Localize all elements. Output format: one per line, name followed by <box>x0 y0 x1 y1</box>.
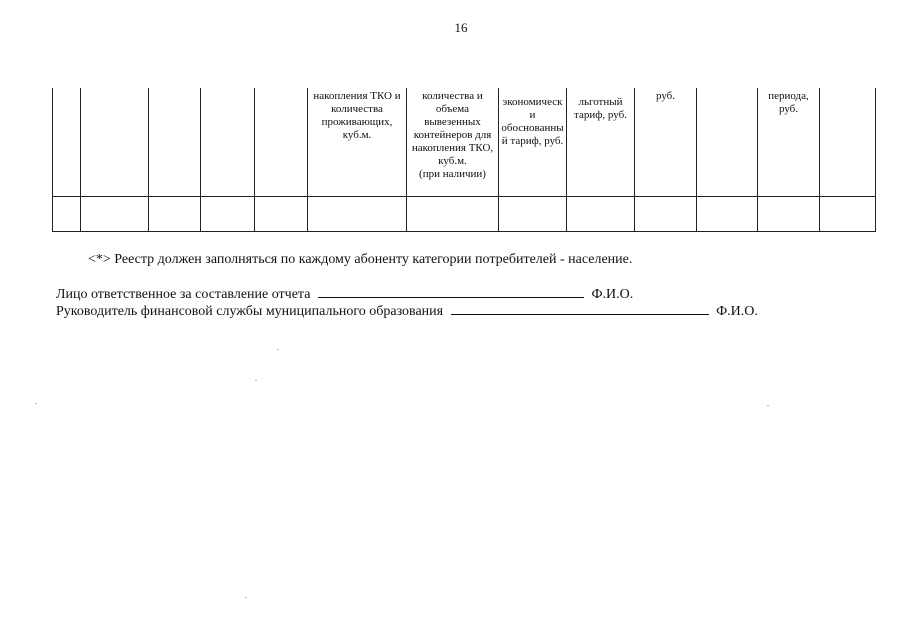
header-cell-5 <box>255 88 308 197</box>
scan-speck <box>245 597 247 598</box>
scan-speck <box>767 405 769 406</box>
responsible-person-line <box>56 285 633 303</box>
page-number: 16 <box>454 20 468 35</box>
responsible-person-label: Лицо ответственное за составление отчета <box>56 287 311 302</box>
header-cell-1 <box>53 88 81 197</box>
table-cell <box>81 197 149 232</box>
fio-label: Ф.И.О. <box>591 287 634 302</box>
table-cell <box>758 197 820 232</box>
header-cell-11 <box>697 88 758 197</box>
table-cell <box>201 197 255 232</box>
header-cell-rub: руб. <box>635 88 697 197</box>
table-cell <box>697 197 758 232</box>
signature-blank <box>318 285 584 298</box>
finance-head-line <box>56 302 758 320</box>
table-cell <box>255 197 308 232</box>
header-cell-accumulation-residents: накопления ТКО и количества проживающих, куб.м. <box>308 88 407 197</box>
scan-speck <box>255 380 257 381</box>
table-header-row <box>53 88 876 197</box>
header-cell-preferential-tariff: льготный тариф, руб. <box>567 88 635 197</box>
table-cell <box>499 197 567 232</box>
table-row <box>53 197 876 232</box>
register-table <box>52 88 876 232</box>
table-cell <box>308 197 407 232</box>
table-cell <box>635 197 697 232</box>
table-cell <box>407 197 499 232</box>
table-cell <box>820 197 876 232</box>
header-cell-4 <box>201 88 255 197</box>
scan-speck <box>277 349 279 350</box>
table-cell <box>149 197 201 232</box>
header-cell-2 <box>81 88 149 197</box>
scan-speck <box>35 403 37 404</box>
header-cell-economic-tariff: экономическ и обоснованны й тариф, руб. <box>499 88 567 197</box>
finance-head-label: Руководитель финансовой службы муниципального образования <box>56 304 444 319</box>
signature-blank <box>451 302 709 315</box>
header-cell-period-rub: периода, руб. <box>758 88 820 197</box>
fio-label: Ф.И.О. <box>716 304 758 319</box>
header-cell-13 <box>820 88 876 197</box>
header-cell-containers-volume: количества и объема вывезенных контейнеров для накопления ТКО, куб.м. (при наличии) <box>407 88 499 197</box>
footnote: <*> Реестр должен заполняться по каждому абоненту категории потребителей - население. <box>88 252 633 267</box>
table-cell <box>53 197 81 232</box>
table-cell <box>567 197 635 232</box>
header-cell-3 <box>149 88 201 197</box>
